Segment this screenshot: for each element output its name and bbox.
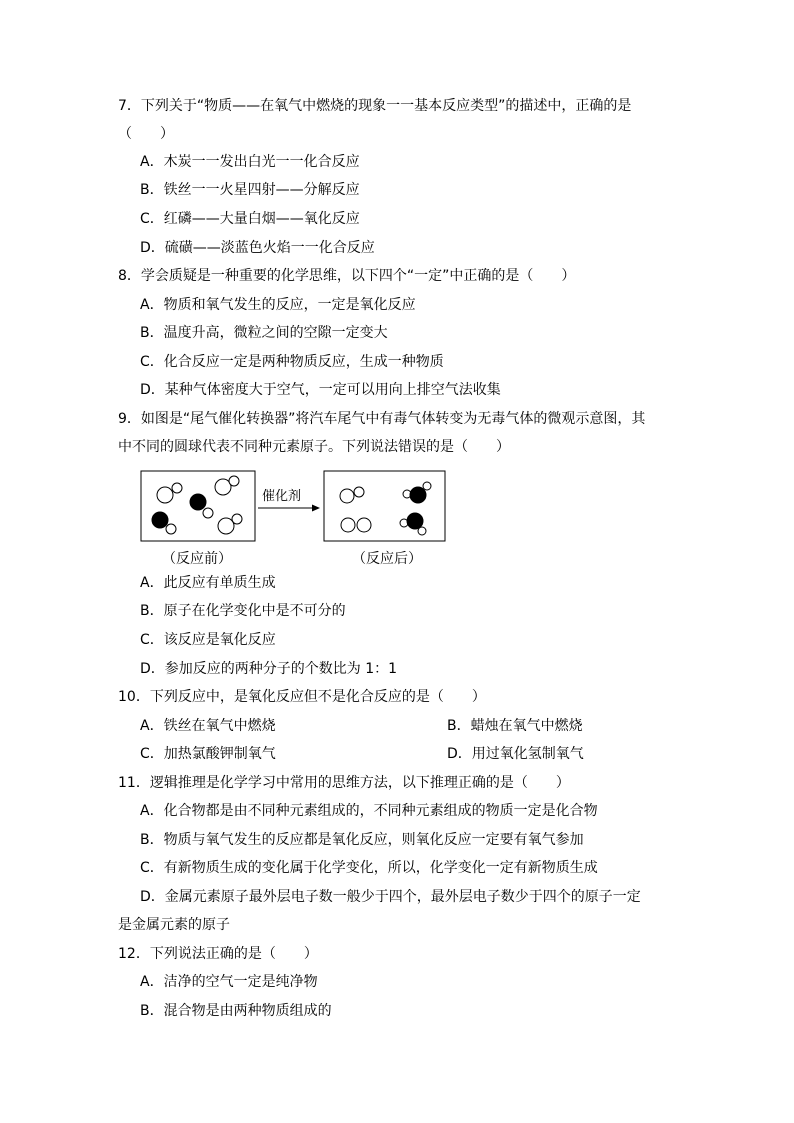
q12-option-a: A．洁净的空气一定是纯净物	[140, 974, 318, 990]
q8-stem: 8．学会质疑是一种重要的化学思维，以下四个“一定”中正确的是（ ）	[118, 268, 576, 284]
reaction-diagram	[140, 468, 460, 578]
q9-option-b: B．原子在化学变化中是不可分的	[140, 603, 346, 619]
q10-option-c: C．加热氯酸钾制氧气	[140, 746, 276, 762]
q7-option-c: C．红磷——大量白烟——氧化反应	[140, 211, 360, 227]
before-label: （反应前）	[162, 551, 232, 567]
q8-option-a: A．物质和氧气发生的反应，一定是氧化反应	[140, 297, 416, 313]
q9-option-a: A．此反应有单质生成	[140, 575, 276, 591]
q8-option-b: B．温度升高，微粒之间的空隙一定变大	[140, 325, 388, 341]
q10-stem: 10．下列反应中，是氧化反应但不是化合反应的是（ ）	[118, 689, 486, 705]
q11-stem: 11．逻辑推理是化学学习中常用的思维方法，以下推理正确的是（ ）	[118, 775, 570, 791]
q12-stem: 12．下列说法正确的是（ ）	[118, 946, 318, 962]
q11-option-a: A．化合物都是由不同种元素组成的，不同种元素组成的物质一定是化合物	[140, 803, 598, 819]
q11-option-d: D．金属元素原子最外层电子数一般少于四个，最外层电子数少于四个的原子一定	[140, 889, 641, 905]
q10-option-b: B．蜡烛在氧气中燃烧	[447, 718, 583, 734]
q7-option-d: D．硫磺——淡蓝色火焰一一化合反应	[140, 240, 375, 256]
q9-stem-line2: 中不同的圆球代表不同种元素原子。下列说法错误的是（ ）	[118, 439, 510, 455]
q9-option-d: D．参加反应的两种分子的个数比为 1：1	[140, 661, 398, 677]
q10-option-a: A．铁丝在氧气中燃烧	[140, 718, 276, 734]
q11-option-c: C．有新物质生成的变化属于化学变化，所以，化学变化一定有新物质生成	[140, 860, 598, 876]
q12-option-b: B．混合物是由两种物质组成的	[140, 1003, 332, 1019]
q11-option-d-continued: 是金属元素的原子	[118, 917, 230, 933]
q8-option-c: C．化合反应一定是两种物质反应，生成一种物质	[140, 354, 444, 370]
q8-option-d: D．某种气体密度大于空气，一定可以用向上排空气法收集	[140, 382, 501, 398]
q7-option-b: B．铁丝一一火星四射——分解反应	[140, 182, 360, 198]
before-molecules	[152, 476, 242, 534]
after-molecules	[340, 482, 431, 535]
after-box	[324, 471, 445, 541]
catalyst-label: 催化剂	[262, 489, 302, 504]
after-label: （反应后）	[352, 551, 422, 567]
q9-option-c: C．该反应是氧化反应	[140, 632, 276, 648]
q11-option-b: B．物质与氧气发生的反应都是氧化反应，则氧化反应一定要有氧气参加	[140, 832, 584, 848]
q7-option-a: A．木炭一一发出白光一一化合反应	[140, 154, 360, 170]
q9-stem-line1: 9．如图是“尾气催化转换器”将汽车尾气中有毒气体转变为无毒气体的微观示意图，其	[118, 411, 646, 427]
q7-stem-line2: （ ）	[118, 126, 174, 142]
q7-stem-line1: 7．下列关于“物质——在氧气中燃烧的现象一一基本反应类型”的描述中，正确的是	[118, 98, 632, 114]
q10-option-d: D．用过氧化氢制氧气	[447, 746, 584, 762]
